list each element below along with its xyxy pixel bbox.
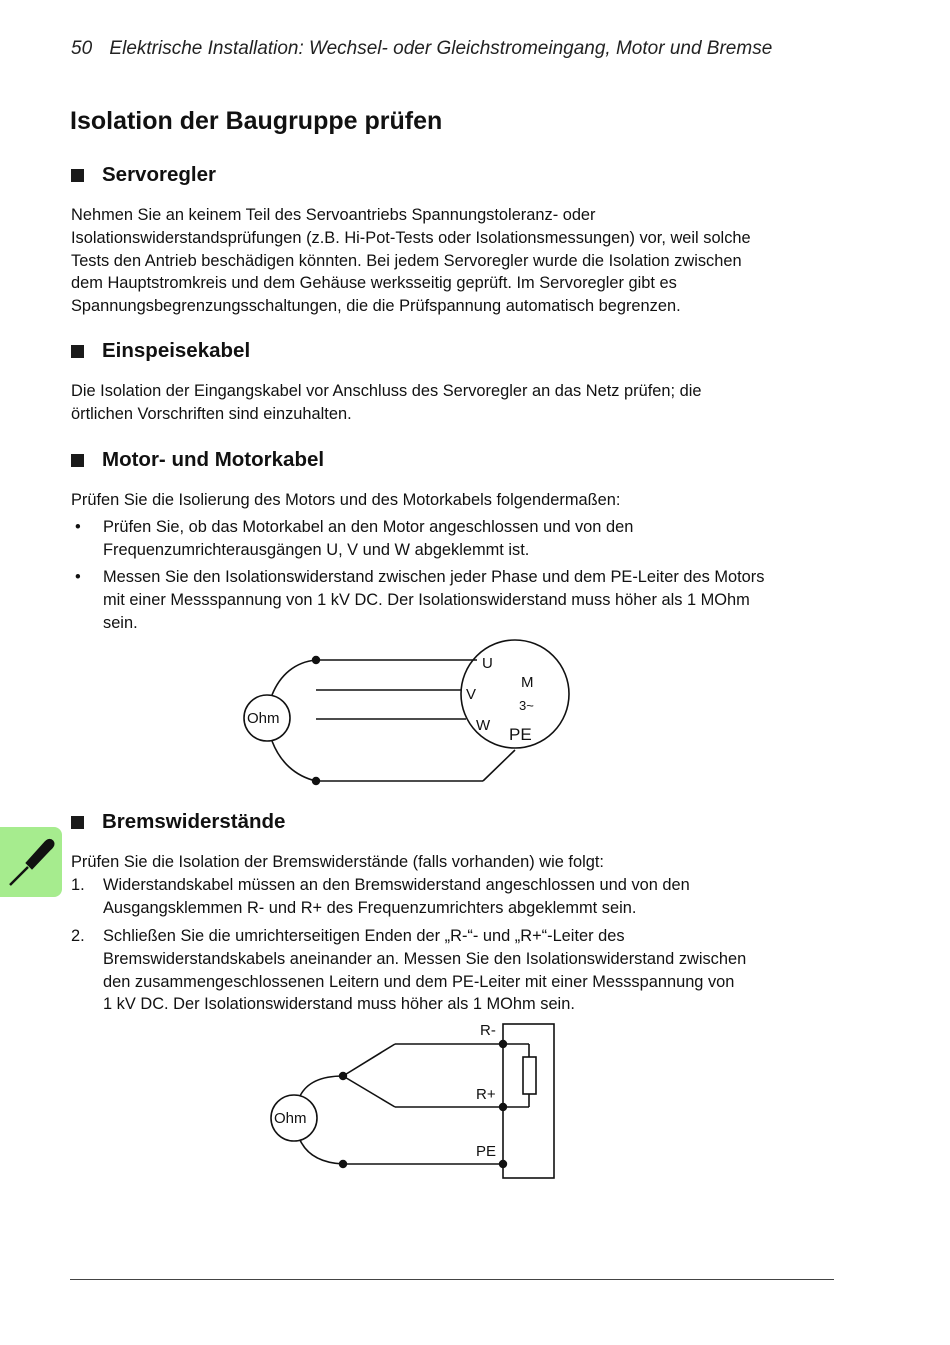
terminal-dot: [499, 1040, 507, 1048]
wire-r-plus-diagonal: [343, 1076, 395, 1107]
text-line: Widerstandskabel müssen an den Bremswiderstand angeschlossen und von den: [103, 876, 690, 894]
chapter-side-tab: [0, 827, 62, 897]
section-heading-text: Motor- und Motorkabel: [102, 448, 325, 471]
text-line: 1 kV DC. Der Isolationswiderstand muss höher als 1 MOhm sein.: [103, 995, 575, 1014]
step-number: 1.: [71, 876, 85, 894]
wire-r-minus-diagonal: [343, 1044, 395, 1076]
section-heading-text: Einspeisekabel: [102, 339, 251, 362]
text-line: Frequenzumrichterausgängen U, V und W abgeklemmt ist.: [103, 540, 530, 559]
text-line: Schließen Sie die umrichterseitigen Enden der „R-“- und „R+“-Leiter des: [103, 927, 625, 945]
terminal-dot: [339, 1160, 347, 1168]
terminal-u-label: U: [482, 655, 493, 672]
text-line: den zusammengeschlossenen Leitern und dem PE-Leiter mit einer Messspannung von: [103, 972, 735, 991]
section-heading-text: Servoregler: [102, 163, 216, 186]
page-number: 50: [71, 38, 93, 59]
bullet-marker: •: [75, 518, 81, 536]
terminal-pe-label: PE: [476, 1143, 497, 1160]
terminal-w-label: W: [476, 717, 491, 734]
section-intro-motorkabel: Prüfen Sie die Isolierung des Motors und des Motorkabels folgendermaßen:: [71, 491, 621, 509]
text-line: örtlichen Vorschriften sind einzuhalten.: [71, 404, 352, 423]
text-line: dem Hauptstromkreis und dem Gehäuse werksseitig geprüft. Im Servoregler gibt es: [71, 274, 677, 293]
text-line: mit einer Messspannung von 1 kV DC. Der Isolationswiderstand muss höher als 1 MOhm: [103, 590, 750, 609]
section-intro-bremswiderstaende: Prüfen Sie die Isolation der Bremswiderstände (falls vorhanden) wie folgt:: [71, 853, 604, 871]
terminal-dot: [499, 1160, 507, 1168]
text-line: Messen Sie den Isolationswiderstand zwischen jeder Phase und dem PE-Leiter des Motors: [103, 568, 765, 586]
terminal-dot: [499, 1103, 507, 1111]
terminal-r-plus-label: R+: [476, 1086, 496, 1103]
text-line: Nehmen Sie an keinem Teil des Servoantriebs Spannungstoleranz- oder: [71, 206, 596, 224]
resistor-symbol: [523, 1057, 536, 1094]
ohmmeter-label: Ohm: [247, 710, 280, 727]
meter-lead-bottom: [300, 1140, 343, 1164]
bullet-marker: •: [75, 568, 81, 586]
ohmmeter-label: Ohm: [274, 1110, 307, 1127]
text-line: Prüfen Sie, ob das Motorkabel an den Motor angeschlossen und von den: [103, 518, 634, 536]
section-heading-text: Bremswiderstände: [102, 810, 286, 833]
text-line: Spannungsbegrenzungsschaltungen, die die Prüfspannung automatisch begrenzen.: [71, 297, 681, 316]
motor-label: M: [521, 674, 534, 691]
text-line: Ausgangsklemmen R- und R+ des Frequenzumrichters abgeklemmt sein.: [103, 898, 637, 917]
screwdriver-icon: [0, 827, 62, 897]
meter-lead-top: [300, 1076, 343, 1096]
text-line: Tests den Antrieb beschädigen könnten. Bei jedem Servoregler wurde die Isolation zwischen: [71, 251, 742, 270]
terminal-r-minus-label: R-: [480, 1022, 496, 1039]
page-title: Isolation der Baugruppe prüfen: [70, 107, 443, 135]
chapter-title: Elektrische Installation: Wechsel- oder Gleichstromeingang, Motor und Bremse: [109, 38, 773, 59]
terminal-dot: [339, 1072, 347, 1080]
motor-phase-label: 3~: [519, 698, 534, 713]
text-line: Bremswiderstandskabels aneinander an. Messen Sie den Isolationswiderstand zwischen: [103, 949, 747, 968]
text-line: Isolationswiderstandsprüfungen (z.B. Hi-Pot-Tests oder Isolationsmessungen) vor, weil solche: [71, 228, 751, 247]
text-line: Die Isolation der Eingangskabel vor Anschluss des Servoregler an das Netz prüfen; die: [71, 382, 702, 400]
footer-divider: [70, 1279, 834, 1280]
motor-pe-label: PE: [509, 725, 532, 744]
text-line: sein.: [103, 613, 138, 632]
step-number: 2.: [71, 927, 85, 945]
terminal-v-label: V: [466, 686, 477, 703]
